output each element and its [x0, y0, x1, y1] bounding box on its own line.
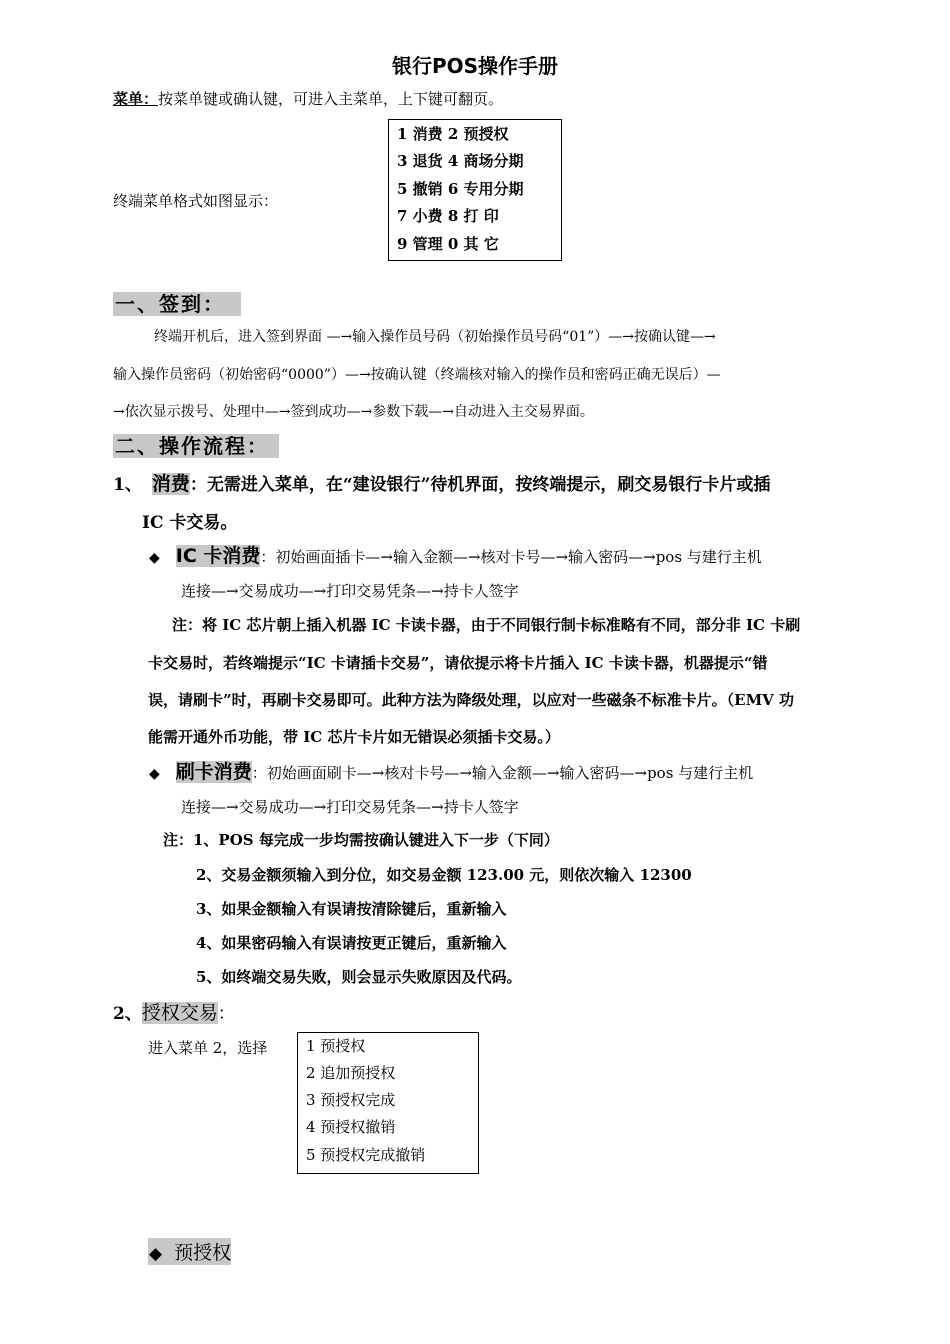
- item2-enter-text: 进入菜单 2，选择: [148, 1039, 268, 1057]
- ic-note-line: 注：将 IC 芯片朝上插入机器 IC 卡读卡器，由于不同银行制卡标准略有不同，部分非 IC 卡刷: [172, 616, 801, 634]
- preauth-heading: [148, 1238, 231, 1265]
- terminal-menu-row: 9 管理 0 其 它: [397, 235, 499, 253]
- terminal-menu-box: [388, 119, 562, 261]
- menu-intro-text: 按菜单键或确认键，可进入主菜单，上下键可翻页。: [158, 90, 504, 108]
- swipe-consume-label: 刷卡消费: [175, 761, 252, 783]
- terminal-menu-row: 7 小费 8 打 印: [397, 207, 499, 225]
- preauth-label: 预授权: [174, 1242, 232, 1264]
- ic-consume: [149, 541, 762, 568]
- ic-note-line: 卡交易时，若终端提示“IC 卡请插卡交易”，请依提示将卡片插入 IC 卡读卡器，机器提示“错: [148, 654, 768, 672]
- preauth-option: 3 预授权完成: [306, 1091, 396, 1109]
- item1-keyword: 消费: [151, 473, 190, 495]
- item1-line1: ：无需进入菜单，在“建设银行”待机界面，按终端提示，刷交易银行卡片或插: [189, 475, 771, 495]
- item2-suffix: ：: [217, 1004, 235, 1024]
- preauth-option: 2 追加预授权: [306, 1064, 396, 1082]
- swipe-consume: [149, 757, 753, 784]
- section1-heading-wrap: [113, 288, 241, 317]
- ic-note-line: 能需开通外币功能，带 IC 芯片卡片如无错误必须插卡交易。）: [148, 728, 560, 746]
- ic-consume-line1: ：初始画面插卡—→输入金额—→核对卡号—→输入密码—→pos 与建行主机: [260, 548, 762, 566]
- preauth-option: 1 预授权: [306, 1037, 366, 1055]
- item1-num: 1、: [113, 475, 142, 495]
- item2: [113, 998, 235, 1025]
- note-line: 3、如果金额输入有误请按清除键后，重新输入: [196, 900, 507, 918]
- preauth-options-box: [297, 1032, 479, 1174]
- note-line: 5、如终端交易失败，则会显示失败原因及代码。: [196, 968, 522, 986]
- ic-consume-label: IC 卡消费: [175, 545, 261, 567]
- terminal-menu-row: 1 消费 2 预授权: [397, 125, 509, 143]
- section1-heading: 一、签到：: [113, 292, 241, 316]
- menu-intro-label: 菜单：: [113, 90, 159, 108]
- terminal-menu-row: 3 退货 4 商场分期: [397, 152, 524, 170]
- preauth-option: 4 预授权撤销: [306, 1118, 396, 1136]
- preauth-option: 5 预授权完成撤销: [306, 1146, 426, 1164]
- section2-heading-wrap: [113, 430, 279, 459]
- terminal-menu-row: 5 撤销 6 专用分期: [397, 180, 524, 198]
- section1-line: →依次显示拨号、处理中—→签到成功—→参数下载—→自动进入主交易界面。: [113, 404, 594, 420]
- menu-intro: [113, 88, 503, 109]
- item2-num: 2、: [113, 1004, 142, 1024]
- note-line: 4、如果密码输入有误请按更正键后，重新输入: [196, 934, 507, 952]
- diamond-bullet-icon: ◆: [149, 1244, 163, 1264]
- ic-consume-line2: 连接—→交易成功—→打印交易凭条—→持卡人签字: [181, 582, 519, 600]
- swipe-consume-line2: 连接—→交易成功—→打印交易凭条—→持卡人签字: [181, 798, 519, 816]
- section1-line: 输入操作员密码（初始密码“0000”）—→按确认键（终端核对输入的操作员和密码正确无误后）—: [113, 367, 721, 383]
- item1: [113, 469, 770, 496]
- diamond-bullet-icon: ◆: [149, 766, 160, 782]
- item1-line2: IC 卡交易。: [142, 513, 238, 533]
- diamond-bullet-icon: ◆: [149, 550, 160, 566]
- page-title: 银行POS操作手册: [391, 54, 559, 78]
- section1-line: 终端开机后，进入签到界面 —→输入操作员号码（初始操作员号码“01”）—→按确认键—→: [154, 329, 716, 345]
- section2-heading: 二、操作流程：: [113, 434, 279, 458]
- terminal-menu-caption: 终端菜单格式如图显示：: [113, 192, 279, 210]
- ic-note-line: 误，请刷卡”时，再刷卡交易即可。此种方法为降级处理，以应对一些磁条不标准卡片。（EMV 功: [148, 691, 795, 709]
- note-line: 注：1、POS 每完成一步均需按确认键进入下一步（下同）: [163, 831, 559, 849]
- note-line: 2、交易金额须输入到分位，如交易金额 123.00 元，则依次输入 12300: [196, 866, 692, 884]
- swipe-consume-line1: ：初始画面刷卡—→核对卡号—→输入金额—→输入密码—→pos 与建行主机: [251, 764, 754, 782]
- item2-keyword: 授权交易: [141, 1002, 218, 1024]
